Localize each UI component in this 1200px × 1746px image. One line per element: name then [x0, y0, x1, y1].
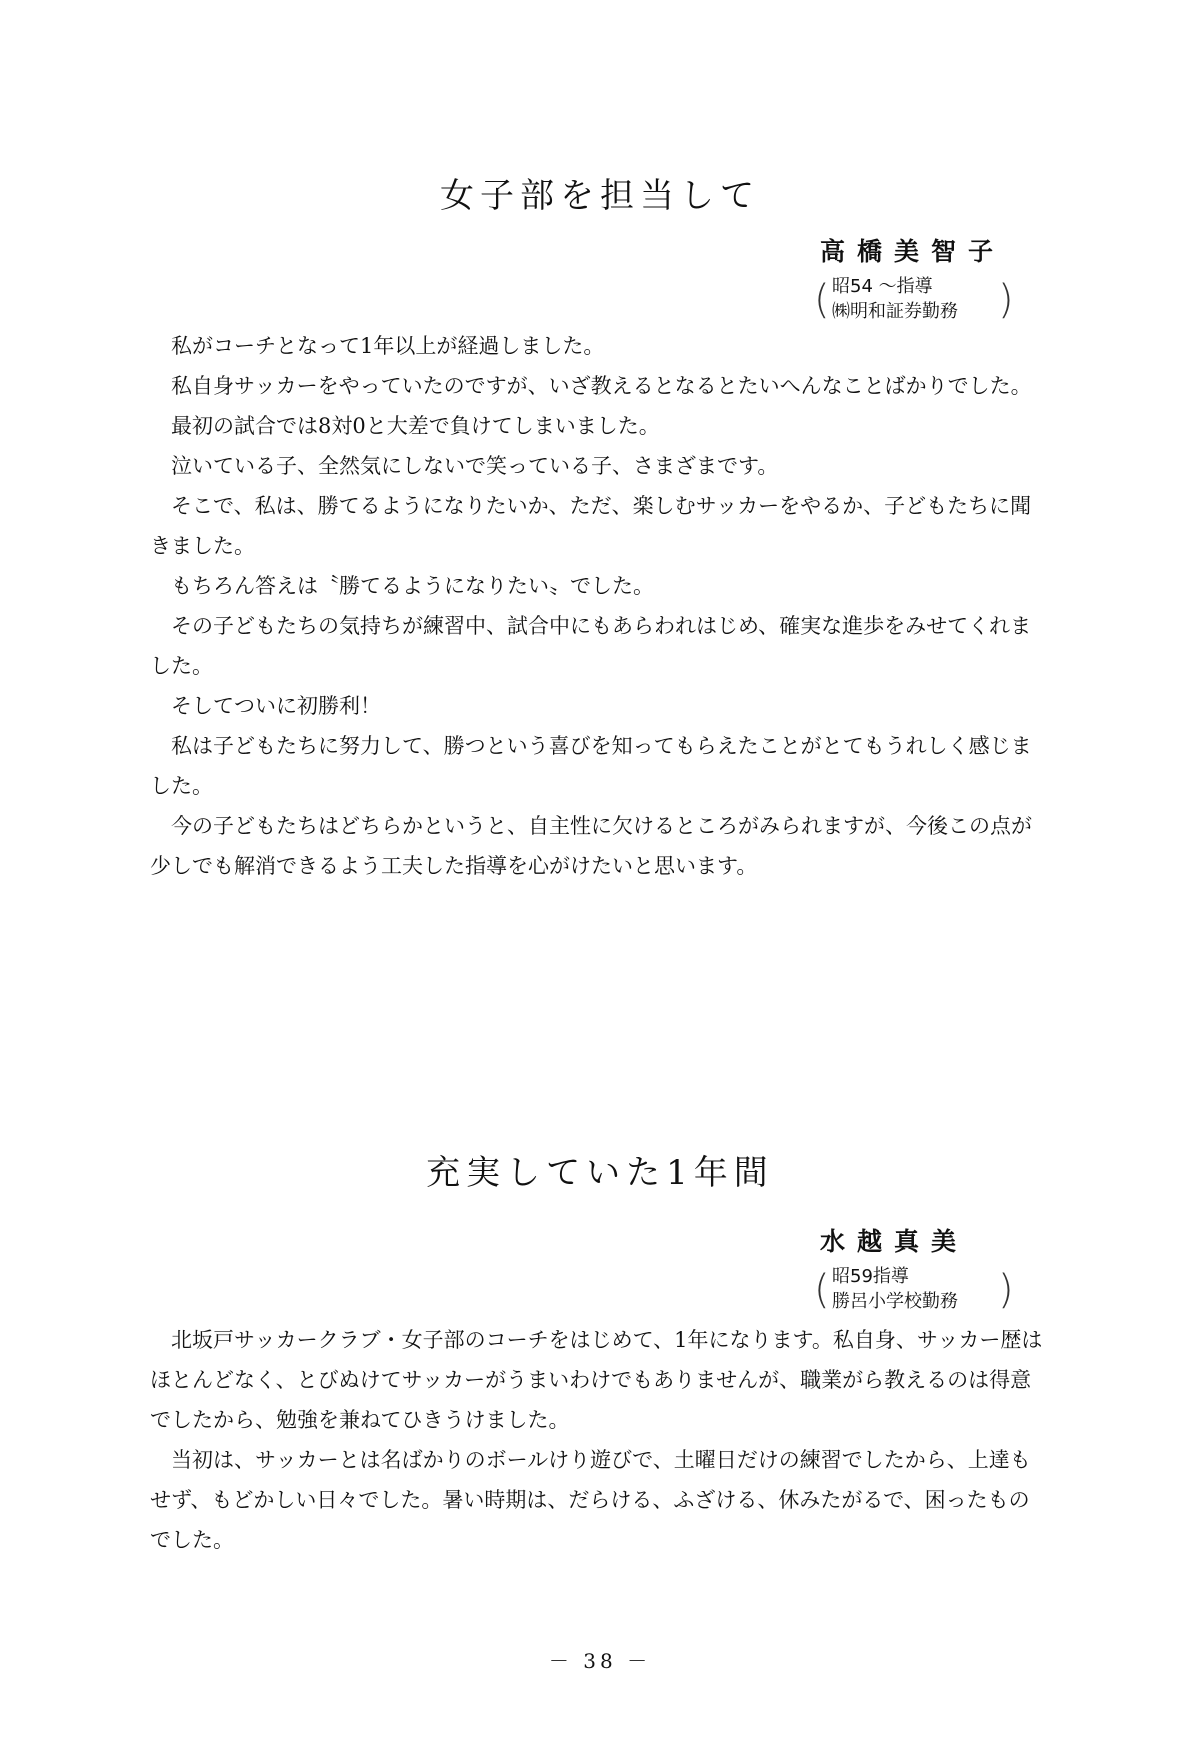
paragraph: そしてついに初勝利！	[171, 694, 381, 718]
paragraph: 泣いている子、全然気にしないで笑っている子、さまざまです。	[171, 454, 779, 478]
article-2-title: 充実していた1年間	[426, 1153, 774, 1193]
page-number: － 38 －	[548, 1649, 652, 1673]
paragraph: 北坂戸サッカークラブ・女子部のコーチをはじめて、1年になります。私自身、サッカー歴はほとんどなく、とびぬけてサッカーがうまいわけでもありませんが、職業がら教えるのは得意でしたから、勉強を兼ねてひきうけました。	[150, 1328, 1043, 1432]
article-2-byline	[814, 1222, 1040, 1314]
right-paren: )	[998, 1267, 1014, 1313]
article-1-title: 女子部を担当して	[440, 176, 760, 216]
right-paren: )	[998, 277, 1014, 323]
paragraph: もちろん答えは〝勝てるようになりたい〟でした。	[171, 574, 654, 598]
paragraph: 今の子どもたちはどちらかというと、自主性に欠けるところがみられますが、今後この点が少しでも解消できるよう工夫した指導を心がけたいと思います。	[150, 814, 1032, 878]
left-paren: (	[814, 277, 830, 323]
paragraph: 私がコーチとなって1年以上が経過しました。	[171, 334, 605, 358]
article-1-affiliation-line-2: ㈱明和証券勤務	[832, 301, 958, 322]
article-1-affiliation-line-1: 昭54 ～指導	[832, 276, 933, 297]
paragraph: その子どもたちの気持ちが練習中、試合中にもあらわれはじめ、確実な進歩をみせてくれました。	[150, 614, 1032, 678]
article-1-byline	[814, 232, 1040, 324]
paragraph: 当初は、サッカーとは名ばかりのボールけり遊びで、土曜日だけの練習でしたから、上達もせず、もどかしい日々でした。暑い時期は、だらける、ふざける、休みたがるで、困ったものでした。	[150, 1448, 1031, 1552]
paragraph: 私は子どもたちに努力して、勝つという喜びを知ってもらえたことがとてもうれしく感じました。	[150, 734, 1032, 798]
article-2-body	[150, 1320, 1050, 1560]
article-2-affiliation	[814, 1264, 1040, 1314]
paragraph: そこで、私は、勝てるようになりたいか、ただ、楽しむサッカーをやるか、子どもたちに聞きました。	[150, 494, 1032, 558]
left-paren: (	[814, 1267, 830, 1313]
paragraph: 最初の試合では8対0と大差で負けてしまいました。	[171, 414, 660, 438]
article-2-author: 水越真美	[820, 1227, 969, 1256]
article-1-affiliation	[814, 274, 1040, 324]
article-2-affiliation-line-2: 勝呂小学校勤務	[832, 1291, 958, 1312]
article-1-body	[150, 326, 1050, 886]
article-1-author: 高橋美智子	[820, 237, 1006, 266]
article-2-affiliation-line-1: 昭59指導	[832, 1266, 909, 1287]
paragraph: 私自身サッカーをやっていたのですが、いざ教えるとなるとたいへんなことばかりでした。	[171, 374, 1032, 398]
